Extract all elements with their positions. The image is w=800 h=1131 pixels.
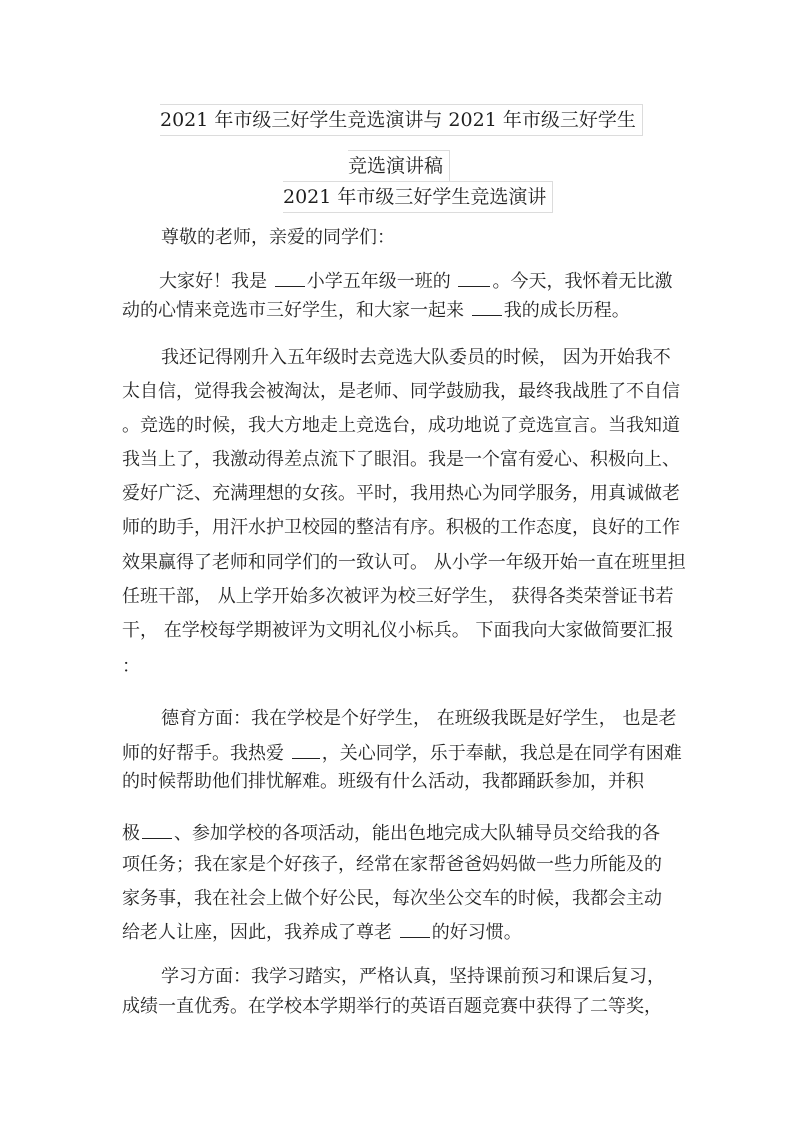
p2-line-1: 我还记得刚升入五年级时去竞选大队委员的时候， 因为开始我不 [161, 347, 671, 368]
p1-text: 我的成长历程。 [503, 300, 630, 321]
blank-respect [400, 919, 430, 938]
p2-line-10: ： [122, 656, 140, 677]
p2-line-7: 效果赢得了老师和同学们的一致认可。 从小学一年级开始一直在班里担 [122, 552, 686, 573]
p2-line-5: 爱好广泛、充满理想的女孩。平时，我用热心为同学服务，用真诚做老 [122, 483, 680, 504]
p4-text: 给老人让座，因此，我养成了尊老 [122, 922, 398, 943]
doc-title-line-1: 2021 年市级三好学生竞选演讲与 2021 年市级三好学生 [160, 104, 643, 136]
blank-active [142, 820, 172, 839]
p3-line-2 [122, 740, 682, 766]
blank-school [458, 268, 490, 287]
p1-text: 大家好！我是 [159, 271, 273, 292]
p2-line-8: 任班干部， 从上学开始多次被评为校三好学生， 获得各类荣誉证书若 [122, 586, 674, 607]
blank-collective [292, 740, 320, 759]
p3-text: ，关心同学，乐于奉献，我总是在同学有困难 [321, 743, 682, 764]
p2-line-4: 我当上了，我激动得差点流下了眼泪。我是一个富有爱心、积极向上、 [122, 449, 680, 470]
p3-text: 师的好帮手。我热爱 [122, 743, 290, 764]
p2-line-3: 。竞选的时候，我大方地走上竞选台，成功地说了竞选宣言。当我知道 [122, 415, 680, 436]
p4-text: 极 [122, 823, 140, 844]
blank-share [472, 297, 502, 316]
blank-name [275, 268, 305, 287]
p2-line-2: 太自信，觉得我会被淘汰，是老师、同学鼓励我，最终我战胜了不自信 [122, 381, 680, 402]
p1-line-2 [122, 297, 630, 323]
doc-title-line-3: 2021 年市级三好学生竞选演讲 [283, 181, 553, 213]
p1-text: 动的心情来竞选市三好学生，和大家一起来 [122, 300, 470, 321]
p4-text: 、参加学校的各项活动，能出色地完成大队辅导员交给我的各 [174, 823, 660, 844]
p2-line-6: 师的助手，用汗水护卫校园的整洁有序。积极的工作态度，良好的工作 [122, 517, 680, 538]
p1-text: 小学五年级一班的 [306, 271, 457, 292]
p5-line-2: 成绩一直优秀。在学校本学期举行的英语百题竞赛中获得了二等奖， [122, 996, 662, 1017]
p4-line-4 [122, 919, 522, 945]
p4-text: 的好习惯。 [431, 922, 522, 943]
p1-line-1 [159, 268, 672, 294]
p5-line-1: 学习方面：我学习踏实，严格认真，坚持课前预习和课后复习， [161, 966, 665, 987]
p4-line-1 [122, 820, 660, 846]
greeting: 尊敬的老师，亲爱的同学们： [161, 227, 395, 248]
p4-line-3: 家务事，我在社会上做个好公民，每次坐公交车的时候，我都会主动 [122, 888, 662, 909]
p3-line-1: 德育方面：我在学校是个好学生， 在班级我既是好学生， 也是老 [161, 708, 677, 729]
p1-text: 。今天，我怀着无比激 [492, 271, 673, 292]
p3-line-3: 的时候帮助他们排忧解难。班级有什么活动，我都踊跃参加，并积 [122, 771, 644, 792]
doc-title-line-2: 竞选演讲稿 [348, 150, 450, 182]
p4-line-2: 项任务；我在家是个好孩子，经常在家帮爸爸妈妈做一些力所能及的 [122, 854, 662, 875]
p2-line-9: 干， 在学校每学期被评为文明礼仪小标兵。 下面我向大家做简要汇报 [122, 620, 674, 641]
